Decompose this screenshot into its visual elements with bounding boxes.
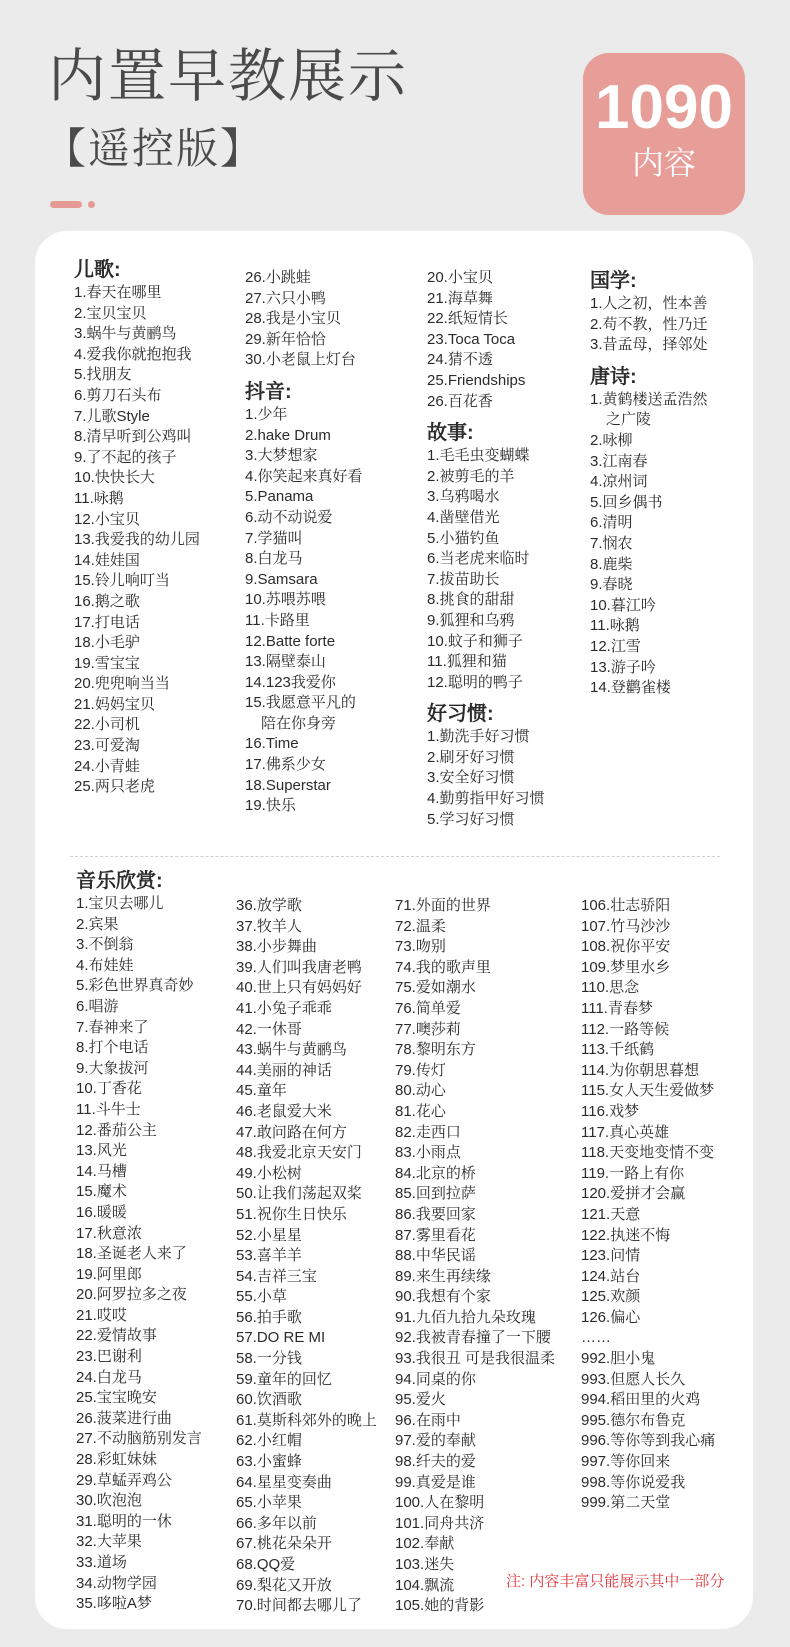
list-item: 11.咏鹅 [590,617,640,635]
erge-list [74,283,200,798]
section-heading-erge: 儿歌: [74,259,121,281]
list-item: 117.真心英雄 [581,1123,670,1141]
list-item: 17.秋意浓 [76,1224,142,1242]
list-item: 21.妈妈宝贝 [74,695,155,713]
list-item: 999.第二天堂 [581,1494,671,1512]
list-item: 16.鹅之歌 [74,592,140,610]
list-item: 12.聪明的鸭子 [427,673,523,691]
list-item: 69.梨花又开放 [236,1576,332,1594]
music-column-2 [236,896,377,1617]
list-item: 14.马槽 [76,1162,127,1180]
list-item: 4.你笑起来真好看 [245,467,363,485]
list-item: 6.唱游 [76,997,119,1015]
list-item: 7.学猫叫 [245,529,303,547]
section-heading-xiguan: 好习惯: [427,703,494,726]
list-item: 104.飘流 [395,1576,455,1594]
list-item: 2.苟不教，性乃迁 [590,315,708,333]
list-item: 114.为你朝思暮想 [581,1061,700,1079]
list-item: 12.Batte forte [245,632,336,650]
list-item: 25.宝宝晚安 [76,1389,157,1407]
accent-dot [88,201,95,208]
list-item: 26.小跳蛙 [245,269,311,286]
list-item: 96.在雨中 [395,1411,461,1429]
list-item: 111.青春梦 [581,999,653,1017]
list-item: 18.小毛驴 [74,634,140,652]
list-item: 86.我要回家 [395,1205,476,1223]
list-item: 98.纤夫的爱 [395,1453,476,1471]
list-item: 之广陵 [606,411,652,429]
list-item: 106.壮志骄阳 [581,897,671,914]
list-item: 3.蜗牛与黄鹂鸟 [74,325,177,343]
list-item: 8.打个电话 [76,1039,149,1057]
list-item: 93.我很丑 可是我很温柔 [395,1350,556,1368]
section-divider [70,856,720,857]
list-item: 11.狐狸和猫 [427,653,507,671]
list-item: 33.道场 [76,1554,127,1571]
list-item: 76.简单爱 [395,999,461,1017]
music-list-3 [395,896,555,1617]
section-heading-tangshi: 唐诗: [590,365,637,388]
list-item: 24.白龙马 [76,1368,142,1386]
list-item: 57.DO RE MI [236,1329,326,1347]
list-item: 109.梦里水乡 [581,958,671,976]
list-item: 15.我愿意平凡的 [245,694,356,712]
list-item: 7.儿歌Style [74,407,150,425]
section-heading-gushi: 故事: [427,422,474,445]
list-item: 107.竹马沙沙 [581,917,671,935]
list-item: 10.暮江吟 [590,596,656,614]
list-item: 11.斗牛士 [76,1100,141,1118]
list-item: 10.蚊子和狮子 [427,632,523,650]
list-item: 22.爱情故事 [76,1327,157,1345]
footnote: 注: 内容丰富只能展示其中一部分 [506,1573,725,1590]
list-item: 59.童年的回忆 [236,1370,332,1388]
list-item: 28.彩虹妹妹 [76,1451,157,1469]
column-2 [245,268,363,817]
list-item: 118.天变地变情不变 [581,1144,715,1162]
list-item: 39.人们叫我唐老鸭 [236,958,362,976]
list-item: 115.女人天生爱做梦 [581,1082,715,1100]
list-item: 10.苏喂苏喂 [245,591,326,609]
list-item: 7.拔苗助长 [427,570,500,588]
list-item: 58.一分钱 [236,1350,302,1368]
list-item: 102.奉献 [395,1535,455,1553]
list-item: 10.丁香花 [76,1080,142,1098]
douyin-list-2 [245,734,363,816]
list-item: 997.等你回来 [581,1453,671,1471]
list-item: 91.九佰九拾九朵玫瑰 [395,1308,536,1326]
list-item: 7.春神来了 [76,1018,149,1036]
list-item: 4.布娃娃 [76,956,134,974]
music-column-1 [76,894,202,1615]
list-item: 22.小司机 [74,716,140,734]
music-column-3 [395,896,555,1617]
list-item: 5.彩色世界真奇妙 [76,977,194,995]
list-item: 24.小青蛙 [74,757,140,775]
list-item: 66.多年以前 [236,1514,317,1532]
list-item: 88.中华民谣 [395,1247,476,1265]
list-item: 45.童年 [236,1082,287,1100]
list-item: 23.巴谢利 [76,1348,142,1366]
list-item: 23.Toca Toca [427,330,516,348]
list-item: 92.我被青春撞了一下腰 [395,1329,551,1347]
erge-list-continued [245,268,363,371]
list-item: 9.了不起的孩子 [74,448,177,466]
list-item: 993.但愿人长久 [581,1370,686,1388]
music-heading-wrap [76,868,163,894]
list-item: 15.铃儿响叮当 [74,572,170,590]
list-item: 6.清明 [590,514,633,532]
list-item: 9.大象拔河 [76,1059,149,1077]
list-item: 55.小草 [236,1288,287,1306]
list-item: 95.爱火 [395,1391,446,1409]
list-item: 41.小兔子乖乖 [236,999,332,1017]
list-item: 5.小猫钓鱼 [427,529,500,547]
list-item: 64.星星变奏曲 [236,1473,332,1491]
list-item: 2.宾果 [76,915,119,933]
music-list-1 [76,894,202,1615]
list-item: 27.不动脑筋别发言 [76,1430,202,1448]
list-item: 53.喜羊羊 [236,1247,302,1265]
list-item: 8.清早听到公鸡叫 [74,428,192,446]
list-item: 97.爱的奉献 [395,1432,476,1450]
list-item: 119.一路上有你 [581,1164,685,1182]
list-item: 27.六只小鸭 [245,289,326,307]
list-item: 121.天意 [581,1205,641,1223]
list-item: …… [581,1329,611,1347]
list-item: 13.我爱我的幼儿园 [74,531,200,549]
list-item: 1.春天在哪里 [74,284,162,301]
list-item: 99.真爱是谁 [395,1473,476,1491]
list-item: 9.狐狸和乌鸦 [427,611,515,629]
list-item: 112.一路等候 [581,1020,670,1038]
list-item: 5.回乡偶书 [590,493,663,511]
list-item: 22.纸短情长 [427,310,508,328]
list-item: 67.桃花朵朵开 [236,1535,332,1553]
list-item: 61.莫斯科郊外的晚上 [236,1411,377,1429]
list-item: 25.两只老虎 [74,778,155,796]
list-item: 50.让我们荡起双桨 [236,1185,362,1203]
list-item: 8.白龙马 [245,550,303,568]
gushi-list [427,446,545,693]
list-item: 3.昔孟母，择邻处 [590,336,708,354]
list-item: 17.打电话 [74,613,140,631]
badge-label: 内容 [631,145,696,181]
list-item: 11.咏鹅 [74,489,124,507]
page-title: 内置早教展示 [48,44,409,109]
list-item: 5.学习好习惯 [427,810,515,828]
list-item: 38.小步舞曲 [236,938,317,956]
list-item: 1.人之初，性本善 [590,295,708,312]
list-item: 82.走西口 [395,1123,461,1141]
list-item: 51.祝你生日快乐 [236,1205,347,1223]
list-item: 3.大梦想家 [245,447,318,465]
list-item: 29.新年恰恰 [245,330,326,348]
list-item: 14.登鹳雀楼 [590,679,671,697]
list-item: 81.花心 [395,1102,446,1120]
list-item: 103.迷失 [395,1556,455,1573]
list-item: 80.动心 [395,1082,446,1100]
accent-bar [50,201,82,208]
list-item: 20.阿罗拉多之夜 [76,1286,187,1304]
list-item: 43.蜗牛与黄鹂鸟 [236,1041,347,1059]
list-item: 46.老鼠爱大米 [236,1102,332,1120]
list-item: 68.QQ爱 [236,1556,296,1573]
list-item: 20.小宝贝 [427,269,493,286]
list-item: 70.时间都去哪儿了 [236,1597,362,1615]
list-item: 126.偏心 [581,1308,641,1326]
list-item: 11.卡路里 [245,611,310,629]
list-item: 3.安全好习惯 [427,769,515,787]
list-item: 10.快快长大 [74,469,155,487]
list-item: 13.隔壁泰山 [245,653,326,671]
list-item: 996.等你等到我心痛 [581,1432,716,1450]
list-item: 7.悯农 [590,534,633,552]
list-item: 65.小苹果 [236,1494,302,1512]
section-heading-music: 音乐欣赏: [76,870,163,892]
list-item: 32.大苹果 [76,1533,142,1551]
list-item: 21.海草舞 [427,289,493,307]
list-item: 1.毛毛虫变蝴蝶 [427,447,530,465]
list-item: 122.执迷不悔 [581,1226,671,1244]
list-item: 5.找朋友 [74,366,132,384]
list-item: 18.圣诞老人来了 [76,1245,187,1263]
page-subtitle: 【遥控版】 [44,125,265,172]
list-item: 85.回到拉萨 [395,1185,476,1203]
list-item: 998.等你说爱我 [581,1473,686,1491]
list-item: 30.吹泡泡 [76,1492,142,1510]
list-item: 15.魔术 [76,1183,127,1201]
list-item: 994.稻田里的火鸡 [581,1391,701,1409]
list-item: 52.小星星 [236,1226,302,1244]
list-item: 9.Samsara [245,570,318,588]
column-erge [74,257,200,798]
list-item: 1.宝贝去哪儿 [76,895,164,912]
list-item: 48.我爱北京天安门 [236,1144,362,1162]
list-item: 31.聪明的一休 [76,1512,172,1530]
list-item: 113.千纸鹤 [581,1041,655,1059]
list-item: 75.爱如潮水 [395,979,476,997]
list-item: 74.我的歌声里 [395,958,491,976]
list-item: 42.一休哥 [236,1020,302,1038]
list-item: 72.温柔 [395,917,446,935]
list-item: 992.胆小鬼 [581,1350,656,1368]
list-item: 5.Panama [245,488,314,506]
list-item: 60.饮酒歌 [236,1391,302,1409]
list-item: 73.吻别 [395,938,446,956]
column-4 [590,268,708,699]
list-item: 120.爱拼才会赢 [581,1185,686,1203]
list-item: 2.咏柳 [590,431,633,449]
list-item: 35.哆啦A梦 [76,1595,152,1613]
list-item: 12.江雪 [590,637,641,655]
list-item: 84.北京的桥 [395,1164,476,1182]
list-item: 47.敢问路在何方 [236,1123,347,1141]
list-item: 9.春晓 [590,576,633,594]
list-item: 25.Friendships [427,371,526,389]
list-item: 37.牧羊人 [236,917,302,935]
music-list-4 [581,896,715,1514]
list-item: 124.站台 [581,1267,641,1285]
list-item: 8.挑食的甜甜 [427,591,515,609]
list-item: 6.动不动说爱 [245,508,333,526]
list-item: 26.菠菜进行曲 [76,1409,172,1427]
list-item: 2.被剪毛的羊 [427,467,515,485]
list-item: 34.动物学园 [76,1574,157,1592]
list-item: 100.人在黎明 [395,1494,485,1512]
list-item: 110.思念 [581,979,640,997]
list-item: 26.百花香 [427,392,493,410]
content-count-badge [583,53,745,215]
list-item: 14.123我爱你 [245,673,336,691]
list-item: 12.番茄公主 [76,1121,157,1139]
list-item: 30.小老鼠上灯台 [245,351,356,369]
list-item: 116.戏梦 [581,1102,640,1120]
list-item: 29.草蜢弄鸡公 [76,1471,172,1489]
list-item: 12.小宝贝 [74,510,140,528]
list-item: 19.阿里郎 [76,1265,142,1283]
list-item: 3.乌鸦喝水 [427,488,500,506]
list-item: 28.我是小宝贝 [245,310,341,328]
list-item: 40.世上只有妈妈好 [236,979,362,997]
xiguan-list [427,727,545,830]
list-item: 1.勤洗手好习惯 [427,728,530,746]
list-item: 995.德尔布鲁克 [581,1411,686,1429]
list-item: 16.Time [245,735,299,753]
guoxue-list [590,294,708,356]
list-item: 101.同舟共济 [395,1514,485,1532]
list-item: 63.小蜜蜂 [236,1453,302,1471]
music-column-4 [581,896,715,1514]
section-heading-douyin: 抖音: [245,380,292,403]
list-item: 6.当老虎来临时 [427,550,530,568]
list-item: 16.暖暖 [76,1203,127,1221]
list-item: 19.雪宝宝 [74,654,140,672]
list-item: 78.黎明东方 [395,1041,476,1059]
list-item: 56.拍手歌 [236,1308,302,1326]
list-item: 4.爱我你就抱抱我 [74,345,192,363]
list-item: 19.快乐 [245,797,296,815]
list-item: 3.不倒翁 [76,936,134,954]
list-item: 89.来生再续缘 [395,1267,491,1285]
list-item: 83.小雨点 [395,1144,461,1162]
list-item: 79.传灯 [395,1061,446,1079]
list-item: 62.小红帽 [236,1432,302,1450]
list-item: 23.可爱淘 [74,737,140,755]
list-item: 2.刷牙好习惯 [427,748,515,766]
list-item: 77.噢莎莉 [395,1020,461,1038]
list-item: 4.勤剪指甲好习惯 [427,790,545,808]
list-item: 17.佛系少女 [245,756,326,774]
list-item: 21.哎哎 [76,1306,127,1324]
list-item: 18.Superstar [245,776,331,794]
list-item: 108.祝你平安 [581,938,671,956]
list-item: 13.风光 [76,1142,127,1160]
list-item: 20.兜兜响当当 [74,675,170,693]
list-item: 3.江南春 [590,452,648,470]
list-item: 123.问情 [581,1247,641,1265]
list-item: 24.猜不透 [427,351,493,369]
list-item: 陪在你身旁 [261,714,337,732]
list-item: 6.剪刀石头布 [74,386,162,404]
list-item: 4.凿壁借光 [427,508,500,526]
list-item: 8.鹿柴 [590,555,633,573]
list-item: 4.凉州词 [590,473,648,491]
list-item: 94.同桌的你 [395,1370,476,1388]
list-item: 1.黄鹤楼送孟浩然 [590,390,708,408]
list-item: 36.放学歌 [236,897,302,914]
list-item: 71.外面的世界 [395,897,491,914]
section-heading-guoxue: 国学: [590,270,637,292]
list-item: 105.她的背影 [395,1597,485,1615]
list-item: 49.小松树 [236,1164,302,1182]
list-item: 14.娃娃国 [74,551,140,569]
list-item: 13.游子吟 [590,658,656,676]
badge-number: 1090 [595,73,733,142]
list-item: 2.hake Drum [245,426,331,444]
music-list-2 [236,896,377,1617]
list-item: 44.美丽的神话 [236,1061,332,1079]
list-item: 125.欢颜 [581,1288,641,1306]
column-3 [427,268,545,830]
list-item: 2.宝贝宝贝 [74,304,147,322]
list-item: 90.我想有个家 [395,1288,491,1306]
list-item: 87.雾里看花 [395,1226,476,1244]
douyin-list-continued [427,268,545,412]
douyin-list [245,405,363,714]
list-item: 54.吉祥三宝 [236,1267,317,1285]
tangshi-list [590,431,708,699]
list-item: 1.少年 [245,405,288,423]
